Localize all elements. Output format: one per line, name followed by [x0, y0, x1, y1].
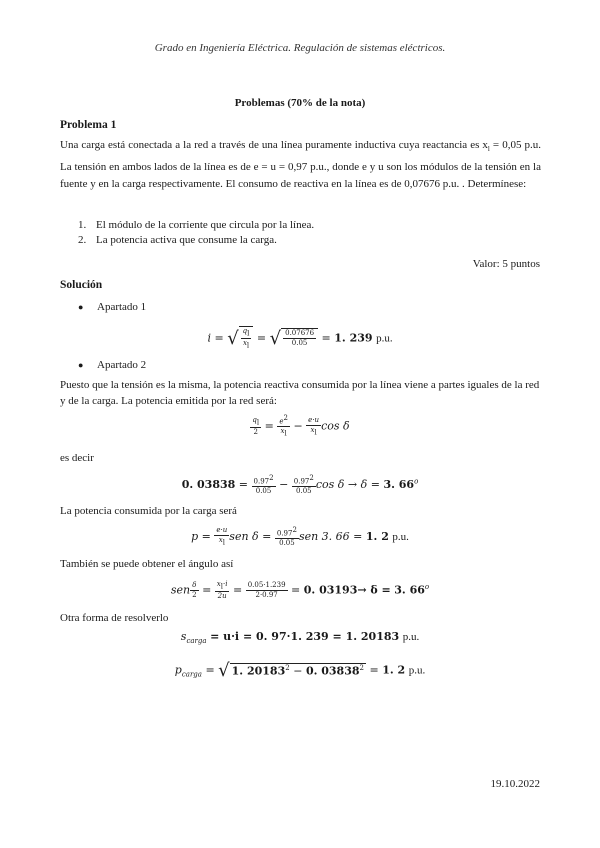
bullet-icon: ●	[78, 360, 84, 370]
eq5-result: 3. 66	[394, 583, 425, 597]
solution-heading: Solución	[60, 279, 103, 291]
eq4-unit: p.u.	[392, 531, 409, 544]
eq3-n2-sup: 2	[309, 474, 314, 482]
list-item	[78, 234, 277, 246]
equation-6	[0, 630, 600, 645]
eq5-d0: 2	[192, 591, 197, 600]
eq6-unit: p.u.	[402, 631, 420, 643]
eq5-d1: 2u	[217, 592, 227, 601]
eq3-n1-sup: 2	[269, 474, 274, 482]
list-item-number: 1.	[78, 219, 87, 231]
eq3-n1: 0.97	[253, 477, 270, 486]
eq6-lhs: s	[180, 630, 187, 643]
solution-text-2: Puesto que la tensión es la misma, la potencia reactiva consumida por la línea viene a partes iguales de la red y de la carga. La potencia emitida por la red será:	[60, 379, 540, 407]
eq3-result: 3. 66	[383, 478, 415, 492]
problem-value: Valor: 5 puntos	[472, 258, 540, 270]
page-title: Problemas (70% de la nota)	[234, 97, 366, 109]
eq4-d1-sub: l	[222, 538, 225, 547]
eq2-n2-sup: 2	[283, 414, 288, 422]
equation-1: i = √ $\frac{q_l}{x_l}$ = √ $\frac{0.07676}{0.05}$ = 1. 239 p.u.	[207, 327, 393, 350]
eq4-d2: 0.05	[279, 539, 295, 548]
eq4-result: 1. 2	[365, 530, 389, 544]
problem-statement	[60, 137, 541, 194]
eq4-lhs: p	[191, 530, 199, 544]
eq2-n3: e·u	[308, 415, 320, 424]
eq5-n1-sub: l	[220, 582, 223, 591]
eq1-num-sub: l	[247, 329, 250, 338]
part1-label: Apartado 1	[97, 301, 147, 313]
eq1-den2: 0.05	[291, 339, 308, 348]
eq5-d2: 2·0.97	[255, 591, 278, 600]
eq2-n1-sub: l	[256, 418, 260, 427]
bullet-item	[78, 359, 146, 371]
eq7-result: 1. 2	[382, 663, 406, 677]
bullet-icon: ●	[78, 302, 84, 312]
eq2-n2: e	[279, 417, 284, 426]
eq1-den: x	[242, 339, 247, 348]
equation-2: $\frac{q_l}{2}$ = $\frac{e^2}{x_l}$ − $\frac{e\cdot u}{x_l}$ cos δ	[252, 414, 350, 438]
eq2-d2-sub: l	[284, 429, 287, 438]
eq1-lhs: i	[207, 331, 211, 345]
eq1-sqrt2	[281, 328, 318, 348]
sqrt-icon: √	[269, 327, 282, 349]
sqrt-icon: √	[227, 327, 239, 349]
eq5-n1: x	[216, 580, 221, 588]
eq1-result: 1. 239	[334, 331, 373, 345]
eq5-n1-tail: ·i	[223, 580, 228, 588]
list-item-text: El módulo de la corriente que circula por la línea.	[96, 219, 315, 231]
eq5-n0: δ	[190, 581, 198, 591]
eq7-sqrt: 1. $20183^2 - 0$. 03838$^2$	[231, 664, 364, 678]
statement-rest: 0,05 p.u. La tensión en ambos lados de la línea es de e = u = 0,97 p.u., donde e y u son los módulos de la tensión en la fuente y en la carga respectivamente. El consumo de reactiva en la línea es de 0,07676 p.u. . Determínese:	[60, 139, 542, 191]
statement-line1-end: =	[489, 139, 500, 151]
eq1-den-sub: l	[246, 341, 250, 350]
eq3-n2: 0.97	[293, 477, 310, 486]
eq6-body: = u·i = 0. 97·1. 239 = 1. 20183	[210, 630, 400, 643]
part2-label: Apartado 2	[97, 359, 147, 371]
eq7-b: 0. 03838	[305, 664, 360, 678]
eq6-sub: carga	[186, 637, 207, 646]
eq1-num2: 0.07676	[285, 329, 315, 338]
eq7-unit: p.u.	[408, 664, 426, 677]
eq5-lhs: sen	[170, 583, 191, 597]
eq2-d3: x	[310, 425, 315, 434]
solution-text-4: También se puede obtener el ángulo así	[60, 558, 234, 570]
list-item	[78, 219, 314, 231]
es-decir: es decir	[60, 452, 94, 464]
equation-4: p = $\frac{e\cdot u}{x_l}$ sen δ = $\frac{0.97^2}{0.05}$ sen 3. 66 = 1. 2 p.u.	[191, 526, 409, 548]
eq2-d1: 2	[253, 428, 258, 437]
eq3-lhs: 0. 03838	[181, 478, 236, 492]
equation-7: $p_{carga}$ = √ 1. $20183^2 - 0$. $03838^2 = 1$. 2 p.u.	[174, 660, 426, 681]
eq7-sub: carga	[181, 670, 202, 679]
eq4-n1: e·u	[216, 526, 228, 535]
sqrt-icon: √	[218, 660, 230, 681]
eq4-n2: 0.97	[276, 529, 293, 538]
eq2-d2: x	[280, 427, 285, 436]
eq7-a: 1. 20183	[231, 664, 286, 678]
statement-line1: Una carga está conectada a la red a través de una línea puramente inductiva cuya reactancia es x	[60, 139, 488, 151]
problem-heading: Problema 1	[60, 119, 117, 131]
eq5-mid: 0. 03193→ δ =	[303, 583, 391, 597]
eq3-deg: o	[414, 477, 419, 486]
eq4-tail: sen 3. 66 =	[298, 530, 363, 544]
list-item-number: 2.	[78, 234, 87, 246]
eq4-d1: x	[218, 536, 223, 545]
eq3-d1: 0.05	[255, 487, 272, 496]
eq3-tail: cos δ → δ =	[315, 478, 380, 492]
eq4-mid: sen δ =	[229, 530, 272, 544]
eq5-deg: o	[424, 583, 430, 592]
page-header: Grado en Ingeniería Eléctrica. Regulación de sistemas eléctricos.	[154, 42, 446, 54]
eq2-n1: q	[252, 415, 257, 424]
equation-5: sen $\frac{\delta}{2}$ = $\frac{x_l\cdot i}{2u}$ = $\frac{0.05\cdot 1.239}{2\cdot 0.97}$ = 0. 03193→ δ = 3. 66$^o$	[170, 580, 430, 601]
eq1-unit: p.u.	[376, 332, 393, 345]
eq1-sqrt	[239, 326, 254, 351]
solution-text-3: La potencia consumida por la carga será	[60, 505, 237, 517]
eq4-n2-sup: 2	[292, 526, 297, 534]
eq2-d3-sub: l	[314, 428, 317, 437]
eq7-lhs: p	[174, 663, 182, 677]
eq3-d2: 0.05	[296, 487, 312, 496]
statement-sub: l	[487, 145, 490, 154]
list-item-text: La potencia activa que consume la carga.	[96, 234, 277, 246]
bullet-item	[78, 301, 146, 313]
eq2-tail: cos δ	[321, 419, 350, 433]
eq1-num: q	[242, 327, 248, 335]
eq5-n2: 0.05·1.239	[247, 581, 286, 590]
solution-text-5: Otra forma de resolverlo	[60, 612, 169, 624]
document-date: 19.10.2022	[490, 778, 540, 790]
equation-3: 0. 03838 = $\frac{0.97^2}{0.05}$ − $\frac{0.97^2}{0.05}$ cos δ → δ = 3. 66$^o$	[181, 474, 419, 496]
